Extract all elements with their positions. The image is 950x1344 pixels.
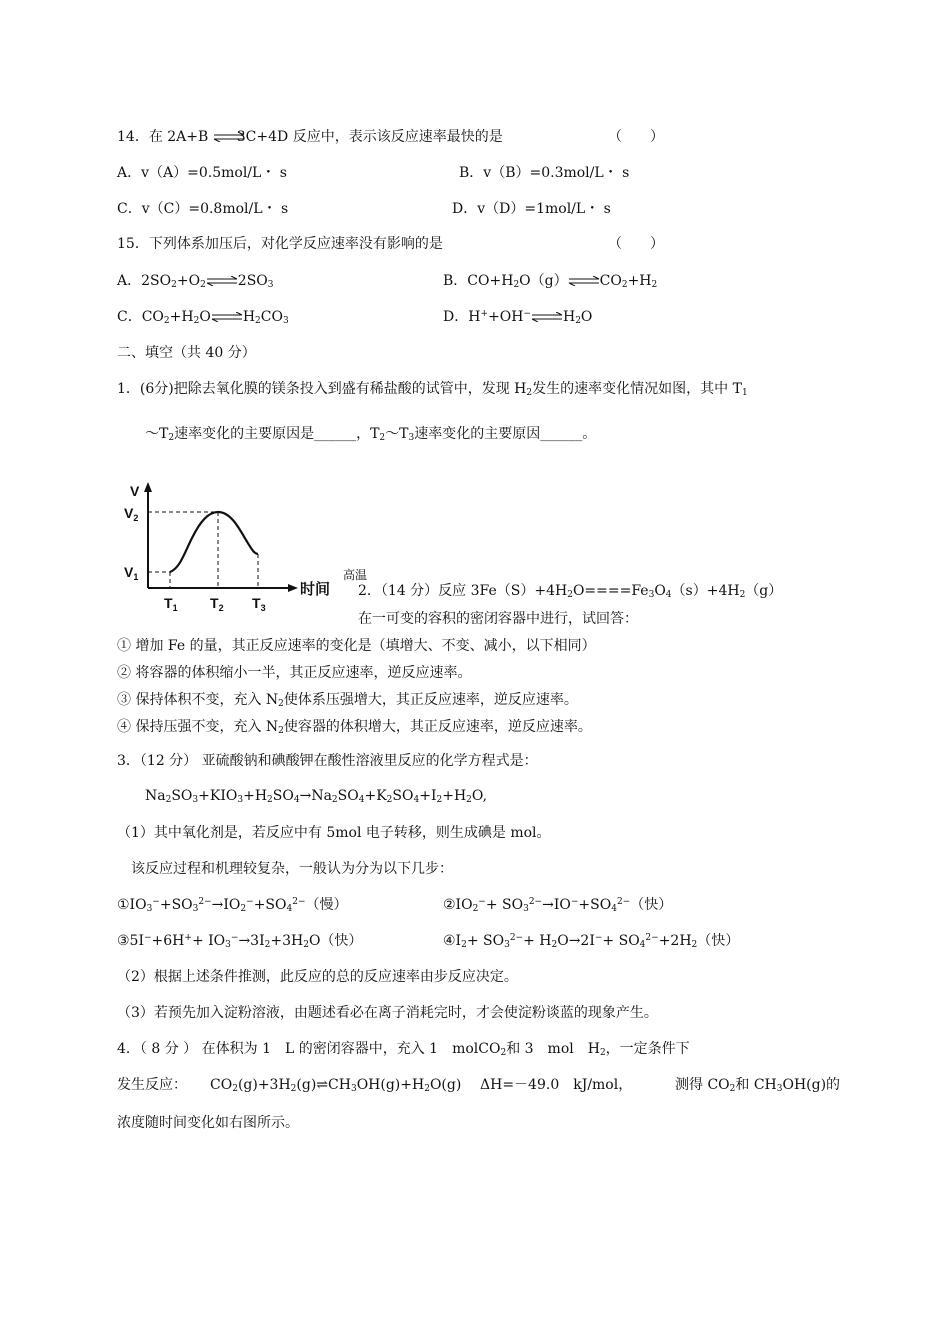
svg-text:V2: $V_2$ <box>124 505 139 523</box>
q15-option-c: C．$CO_2+H_2O$ $H_2CO_3$ <box>117 309 289 326</box>
fill2-line2: 在一可变的容积的密闭容器中进行，试回答： <box>358 611 638 627</box>
v2-label: V <box>124 505 134 521</box>
t2-label: T <box>210 595 219 611</box>
fill3-intro: 该反应过程和机理较复杂，一般认为分为以下几步： <box>131 861 453 877</box>
fill3-step2: $②IO_2^-+ SO_3^{2-}\to IO^-+SO_4^{2-}$（快） <box>443 897 673 914</box>
svg-text:V1: $V_1$ <box>124 564 139 582</box>
fill4-line3: 浓度随时间变化如右图所示。 <box>117 1115 299 1131</box>
fill3-q1: （1）其中氧化剂是，若反应中有 5mol 电子转移，则生成碘是 mol。 <box>117 825 551 841</box>
equilibrium-arrow-icon <box>568 276 600 286</box>
fill4-measure: 测得 $CO_2$和 $CH_3OH(g)$的 <box>675 1077 841 1094</box>
gaowen-label: 高温 <box>343 568 368 582</box>
fill3-step3: ③5I−+6H++ $IO_3^-\to 3I_2+3H_2O$（快） <box>117 933 363 950</box>
q15-option-a: A．$2SO_2+O_2$ $2SO_3$ <box>117 273 274 290</box>
fill1-line2: $\sim T_2$速率变化的主要原因是______，$T_2\sim T_3$速率变化的主要原因______。 <box>145 426 597 443</box>
fill3-q2: （2）根据上述条件推测，此反应的总的反应速率由步反应决定。 <box>117 969 518 985</box>
v1-label: V <box>124 564 134 580</box>
y-axis-arrow-icon <box>144 482 152 492</box>
fill3-step1: $①IO_3^-+SO_3^{2-}\to IO_2^-+SO_4^{2-}$（慢） <box>117 897 348 914</box>
fill4-enthalpy: ΔH=－49.0 kJ/mol， <box>480 1077 633 1093</box>
q14-paren: （ ） <box>608 129 664 145</box>
q14-option-a: A．v（A）=0.5mol/L・ s <box>117 165 287 181</box>
fill2-item4: ④ 保持压强不变，充入 $N_2$使容器的体积增大，其正反应速率，逆反应速率。 <box>117 719 592 736</box>
fill2-line1: 2．（14 分）反应 $3Fe(S)+4H_2O====Fe_3O_4(s)+4H_2(g)$ <box>358 583 783 600</box>
graph-svg <box>118 476 350 626</box>
t3-label: T <box>252 595 261 611</box>
fill3-step4: $④I_2+ SO_3^{2-}+ H_2O\to 2I^-+ SO_4^{2-}+2H_2$（快） <box>443 933 740 950</box>
equilibrium-arrow-icon <box>206 276 238 286</box>
section-title: 二、填空（共 40 分） <box>117 345 256 361</box>
x-axis-arrow-icon <box>288 584 298 592</box>
y-axis-label: V <box>130 483 140 499</box>
fill2-item3: ③ 保持体积不变，充入 $N_2$使体系压强增大，其正反应速率，逆反应速率。 <box>117 692 578 709</box>
svg-text:T3: $T_3$ <box>252 595 266 613</box>
q15-option-b: B．$CO+H_2O(g)$ $CO_2+H_2$ <box>443 273 658 290</box>
fill3-q3: （3）若预先加入淀粉溶液，由题述看必在离子消耗完时，才会使淀粉谈蓝的现象产生。 <box>117 1005 658 1021</box>
equilibrium-arrow-icon <box>211 312 243 322</box>
fill3-title: 3．（12 分） 亚硫酸钠和碘酸钾在酸性溶液里反应的化学方程式是： <box>117 753 538 769</box>
svg-text:T1: $T_1$ <box>164 595 178 613</box>
q15-paren: （ ） <box>608 236 664 252</box>
fill4-reaction: $CO_2(g)+3H_2(g)\rightleftharpoons CH_3OH(g)+H_2O(g)$ <box>210 1077 462 1094</box>
q14-stem: 14．在 2A+B 3C+4D 反应中，表示该反应速率最快的是 <box>117 129 503 145</box>
q15-option-d: D．H++OH− $H_2O$ <box>443 309 593 326</box>
fill1-line1: 1．(6分)把除去氧化膜的镁条投入到盛有稀盐酸的试管中，发现 $H_2$发生的速率变化情况如图，其中 $T_1$ <box>117 381 748 398</box>
t1-label: T <box>164 595 173 611</box>
svg-text:V <box>130 483 140 499</box>
equilibrium-arrow-icon <box>531 312 563 322</box>
fill3-equation: $Na_2SO_3+KIO_3+H_2SO_4\to Na_2SO_4+K_2SO_4+I_2+H_2O$, <box>145 788 488 805</box>
fill4-line1: 4．（ 8 分 ） 在体积为 1 L 的密闭容器中，充入 1 molCO$_2$和 3 mol $H_2$，一定条件下 <box>117 1041 690 1058</box>
q15-stem: 15．下列体系加压后，对化学反应速率没有影响的是 <box>117 236 443 252</box>
fill2-item2: ② 将容器的体积缩小一半，其正反应速率，逆反应速率。 <box>117 665 472 681</box>
q14-option-d: D．v（D）=1mol/L・ s <box>452 201 611 217</box>
q14-option-c: C．v（C）=0.8mol/L・ s <box>117 201 289 217</box>
svg-text:T2: $T_2$ <box>210 595 224 613</box>
rate-time-graph <box>118 476 350 626</box>
rate-curve <box>170 512 258 572</box>
fill4-line2: 发生反应： <box>117 1077 187 1093</box>
fill2-item1: ① 增加 Fe 的量，其正反应速率的变化是（填增大、不变、减小，以下相同） <box>117 638 596 654</box>
x-axis-label: 时间 <box>300 580 331 598</box>
q14-option-b: B．v（B）=0.3mol/L・ s <box>459 165 630 181</box>
